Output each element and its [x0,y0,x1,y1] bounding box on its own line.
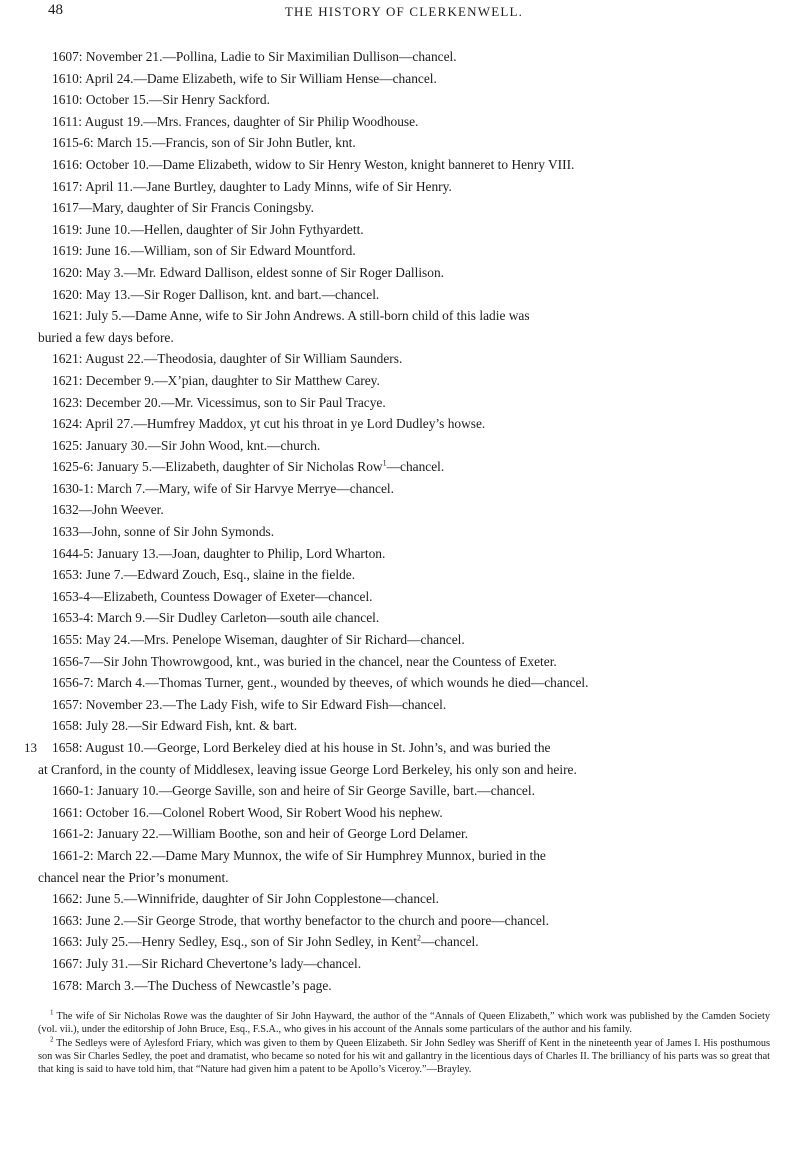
register-entry [38,694,770,716]
entry-text: 1625-6: January 5.—Elizabeth, daughter of Sir Nicholas Row [52,459,383,475]
entry-text: 1661: October 16.—Colonel Robert Wood, Sir Robert Wood his nephew. [52,804,443,820]
entry-text: 1653-4—Elizabeth, Countess Dowager of Exeter—chancel. [52,588,373,604]
entry-text: 1607: November 21.—Pollina, Ladie to Sir Maximilian Dullison—chancel. [52,49,457,64]
register-entry [38,456,770,478]
register-entry [38,823,770,845]
register-entry [38,370,770,392]
entry-text: 1661-2: March 22.—Dame Mary Munnox, the wife of Sir Humphrey Munnox, buried in the [52,847,546,863]
footnote-mark: 2 [50,1035,54,1044]
entry-text: 1660-1: January 10.—George Saville, son and heire of Sir George Saville, bart.—chancel. [52,783,535,799]
footnotes [38,1010,770,1076]
register-entry [38,499,770,521]
register-entry [24,737,770,780]
entry-text: 1656-7: March 4.—Thomas Turner, gent., wounded by theeves, of which wounds he died—chancel. [52,675,589,691]
entry-text: 1656-7—Sir John Thowrowgood, knt., was buried in the chancel, near the Countess of Exeter. [52,653,557,669]
register-entry [38,348,770,370]
register-entry [38,197,770,219]
page-number: 48 [48,2,63,18]
entry-text: 1620: May 13.—Sir Roger Dallison, knt. and bart.—chancel. [52,286,380,302]
entry-text-after-note: —chancel. [421,934,479,950]
entry-text-after-note: —chancel. [386,459,445,475]
register-entry [38,564,770,586]
entry-text: 1663: June 2.—Sir George Strode, that worthy benefactor to the church and poore—chancel. [52,912,549,928]
entry-text: 1621: August 22.—Theodosia, daughter of Sir William Saunders. [52,351,403,367]
register-entry [38,413,770,435]
register-entry [38,392,770,414]
register-entry [38,68,770,90]
entry-continuation: buried a few days before. [38,329,174,345]
register-entry [38,586,770,608]
register-entry [38,284,770,306]
register-entry [38,629,770,651]
register-entry [38,89,770,111]
entry-text: 1623: December 20.—Mr. Vicessimus, son to Sir Paul Tracye. [52,394,386,410]
entry-text: 1633—John, sonne of Sir John Symonds. [52,524,275,540]
register-entry [38,305,770,348]
register-entry [38,240,770,262]
footnote-reference: 1 [382,458,387,468]
entry-text: 1615-6: March 15.—Francis, son of Sir John Butler, knt. [52,135,356,151]
register-entry [38,154,770,176]
entry-text: 1610: April 24.—Dame Elizabeth, wife to Sir William Hense—chancel. [52,70,437,86]
register-entry [38,478,770,500]
register-entry [38,543,770,565]
entry-text: 1621: December 9.—X’pian, daughter to Sir Matthew Carey. [52,372,380,388]
register-entry [38,715,770,737]
register-entry [38,651,770,673]
entry-text: 1630-1: March 7.—Mary, wife of Sir Harvye Merrye—chancel. [52,480,394,496]
entry-text: 1616: October 10.—Dame Elizabeth, widow to Sir Henry Weston, knight banneret to Henry VIII. [52,156,575,172]
entry-text: 1625: January 30.—Sir John Wood, knt.—church. [52,437,321,453]
register-entry [38,802,770,824]
register-entry [38,672,770,694]
entry-continuation: chancel near the Prior’s monument. [38,869,229,885]
entry-continuation: at Cranford, in the county of Middlesex, leaving issue George Lord Berkeley, his only son and heire. [38,761,577,777]
margin-number: 13 [24,740,37,755]
register-entry [38,780,770,802]
page-header [38,0,770,46]
footnote-text: The Sedleys were of Aylesford Friary, which was given to them by Queen Elizabeth. Sir John Sedley was Sheriff of Kent in the nineteenth year of James I. His posthumous son was Sir Charles Sedley, the poet and dramatist, who became so noted for his wit and gallantry in the licentious days of Charles II. The brilliancy of his parts was so great that that king is said to have told him, that “Nature had given him a patent to be Apollo’s Viceroy.”—Brayley. [38,1037,771,1075]
entry-text: 1632—John Weever. [52,502,164,518]
entry-text: 1617: April 11.—Jane Burtley, daughter to Lady Minns, wife of Sir Henry. [52,178,452,194]
entry-text: 1658: August 10.—George, Lord Berkeley died at his house in St. John’s, and was buried the [52,740,551,755]
register-entry [38,975,770,997]
entry-text: 1620: May 3.—Mr. Edward Dallison, eldest sonne of Sir Roger Dallison. [52,264,445,280]
entry-text: 1624: April 27.—Humfrey Maddox, yt cut his throat in ye Lord Dudley’s howse. [52,416,486,432]
register-entry [38,111,770,133]
running-title: THE HISTORY OF CLERKENWELL. [284,4,524,19]
register-entry [38,910,770,932]
footnote [38,1037,770,1077]
entry-text: 1658: July 28.—Sir Edward Fish, knt. & bart. [52,718,298,734]
entry-text: 1653-4: March 9.—Sir Dudley Carleton—south aile chancel. [52,610,380,626]
entry-text: 1611: August 19.—Mrs. Frances, daughter of Sir Philip Woodhouse. [52,113,419,129]
entry-text: 1662: June 5.—Winnifride, daughter of Sir John Copplestone—chancel. [52,891,439,907]
register-entry [38,931,770,953]
entry-text: 1678: March 3.—The Duchess of Newcastle’s page. [52,977,332,993]
entry-text: 1619: June 10.—Hellen, daughter of Sir John Fythyardett. [52,221,364,237]
entry-text: 1655: May 24.—Mrs. Penelope Wiseman, daughter of Sir Richard—chancel. [52,632,465,648]
footnote-reference: 2 [417,933,421,943]
register-entry [38,46,770,68]
footnote-mark: 1 [50,1008,54,1017]
register-entry [38,888,770,910]
register-entry [38,607,770,629]
register-entry [38,521,770,543]
entry-text: 1653: June 7.—Edward Zouch, Esq., slaine in the fielde. [52,567,356,583]
entry-text: 1657: November 23.—The Lady Fish, wife to Sir Edward Fish—chancel. [52,696,447,712]
register-entry [38,132,770,154]
entry-text: 1617—Mary, daughter of Sir Francis Coningsby. [52,200,314,216]
footnote-text: The wife of Sir Nicholas Rowe was the daughter of Sir John Hayward, the author of the “Annals of Queen Elizabeth,” which work was published by the Camden Society (vol. vii.), under the editorship of John Bruce, Esq., F.S.A., who gives in his account of the Annals some particulars of the author and his family. [38,1011,770,1036]
register-entry [38,176,770,198]
entry-text: 1644-5: January 13.—Joan, daughter to Philip, Lord Wharton. [52,545,386,561]
entry-text: 1667: July 31.—Sir Richard Chevertone’s lady—chancel. [52,955,362,971]
register-entry [38,219,770,241]
register-entry [38,435,770,457]
register-entry [38,262,770,284]
burial-register-entries [24,46,770,996]
entry-text: 1661-2: January 22.—William Boothe, son and heir of George Lord Delamer. [52,826,469,842]
footnote [38,1010,770,1036]
entry-text: 1663: July 25.—Henry Sedley, Esq., son of Sir John Sedley, in Kent [52,934,417,950]
entry-text: 1621: July 5.—Dame Anne, wife to Sir John Andrews. A still-born child of this ladie was [52,308,530,324]
register-entry [38,845,770,888]
entry-text: 1619: June 16.—William, son of Sir Edward Mountford. [52,243,356,259]
register-entry [38,953,770,975]
entry-text: 1610: October 15.—Sir Henry Sackford. [52,92,270,108]
